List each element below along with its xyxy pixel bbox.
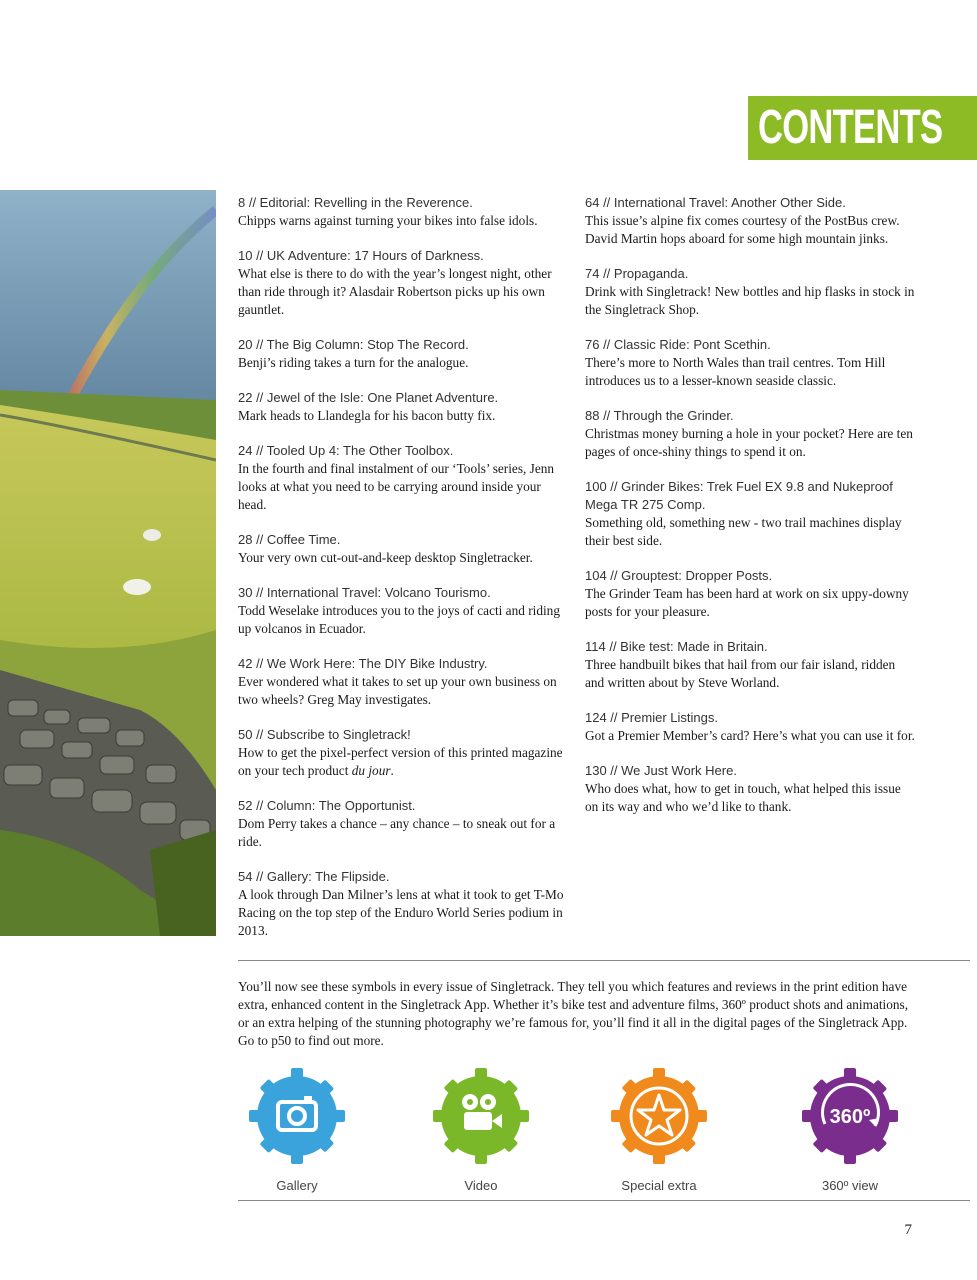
contents-entry[interactable]	[585, 265, 915, 319]
camera-icon	[242, 1066, 352, 1166]
entry-heading: 22 // Jewel of the Isle: One Planet Adventure.	[238, 390, 499, 405]
entry-heading: 50 // Subscribe to Singletrack!	[238, 727, 411, 742]
entry-heading: 124 // Premier Listings.	[585, 710, 718, 725]
contents-entry[interactable]	[238, 194, 568, 230]
contents-entry[interactable]	[585, 478, 915, 550]
contents-entry[interactable]	[238, 726, 568, 780]
symbol-video	[416, 1066, 546, 1193]
symbol-360-view	[785, 1066, 915, 1193]
contents-entry[interactable]	[238, 868, 568, 940]
entry-description: Something old, something new - two trail machines display their best side.	[585, 515, 902, 548]
entry-heading: 8 // Editorial: Revelling in the Reverence.	[238, 195, 473, 210]
entry-description: Christmas money burning a hole in your pocket? Here are ten pages of once-shiny things to spend it on.	[585, 426, 913, 459]
entry-description	[238, 744, 568, 780]
entry-description: Ever wondered what it takes to set up your own business on two wheels? Greg May investigates.	[238, 674, 557, 707]
entry-heading: 114 // Bike test: Made in Britain.	[585, 639, 768, 654]
contents-entry[interactable]	[585, 762, 915, 816]
symbol-label: Video	[464, 1178, 498, 1193]
symbol-gallery	[232, 1066, 362, 1193]
entry-heading: 30 // International Travel: Volcano Tourismo.	[238, 585, 491, 600]
entry-description: Three handbuilt bikes that hail from our fair island, ridden and written about by Steve Worland.	[585, 657, 896, 690]
entry-heading: 88 // Through the Grinder.	[585, 408, 734, 423]
divider-top	[238, 960, 970, 961]
entry-description: Your very own cut-out-and-keep desktop Singletracker.	[238, 550, 533, 565]
symbol-label: Special extra	[621, 1178, 697, 1193]
entry-description: Mark heads to Llandegla for his bacon butty fix.	[238, 408, 496, 423]
contents-entry[interactable]	[238, 655, 568, 709]
contents-banner	[748, 96, 977, 160]
entry-heading: 54 // Gallery: The Flipside.	[238, 869, 390, 884]
contents-entry[interactable]	[238, 797, 568, 851]
landscape-photo	[0, 190, 216, 936]
entry-heading: 24 // Tooled Up 4: The Other Toolbox.	[238, 443, 454, 458]
entry-description: There’s more to North Wales than trail centres. Tom Hill introduces us to a lesser-known seaside classic.	[585, 355, 886, 388]
entry-description: Benji’s riding takes a turn for the analogue.	[238, 355, 469, 370]
entry-description: The Grinder Team has been hard at work on six uppy-downy posts for your pleasure.	[585, 586, 909, 619]
contents-right-column	[585, 194, 915, 833]
contents-entry[interactable]	[238, 584, 568, 638]
symbol-label: Gallery	[276, 1178, 318, 1193]
entry-heading: 28 // Coffee Time.	[238, 532, 341, 547]
entry-heading: 42 // We Work Here: The DIY Bike Industry.	[238, 656, 488, 671]
contents-entry[interactable]	[585, 407, 915, 461]
contents-entry[interactable]	[585, 638, 915, 692]
entry-heading: 74 // Propaganda.	[585, 266, 689, 281]
entry-heading: 100 // Grinder Bikes: Trek Fuel EX 9.8 and Nukeproof Mega TR 275 Comp.	[585, 479, 893, 512]
entry-description: This issue’s alpine fix comes courtesy of the PostBus crew. David Martin hops aboard for some high mountain jinks.	[585, 213, 900, 246]
divider-bottom	[238, 1200, 970, 1201]
contents-title: CONTENTS	[758, 101, 943, 154]
entry-heading: 130 // We Just Work Here.	[585, 763, 737, 778]
entry-description-text: How to get the pixel-perfect version of this printed magazine on your tech product	[238, 745, 563, 778]
page-number: 7	[904, 1222, 912, 1238]
entry-heading: 104 // Grouptest: Dropper Posts.	[585, 568, 773, 583]
entry-heading: 10 // UK Adventure: 17 Hours of Darkness.	[238, 248, 484, 263]
contents-entry[interactable]	[585, 194, 915, 248]
symbol-special-extra	[594, 1066, 724, 1193]
entry-heading: 76 // Classic Ride: Pont Scethin.	[585, 337, 771, 352]
contents-entry[interactable]	[238, 531, 568, 567]
entry-description: A look through Dan Milner’s lens at what it took to get T-Mo Racing on the top step of the Enduro World Series podium in 2013.	[238, 887, 564, 938]
entry-description: In the fourth and final instalment of our ‘Tools’ series, Jenn looks at what you need to be carrying around inside your head.	[238, 461, 555, 512]
contents-entry[interactable]	[238, 336, 568, 372]
symbol-label: 360º view	[821, 1178, 879, 1193]
entry-heading: 64 // International Travel: Another Other Side.	[585, 195, 846, 210]
contents-entry[interactable]	[238, 442, 568, 514]
contents-entry[interactable]	[585, 336, 915, 390]
entry-description: Todd Weselake introduces you to the joys of cacti and riding up volcanos in Ecuador.	[238, 603, 560, 636]
symbols-intro: You’ll now see these symbols in every issue of Singletrack. They tell you which features and reviews in the print edition have extra, enhanced content in the Singletrack App. Whether it’s bike test and adventure films, 360º product shots and animations, or an extra helping of the stunning photography we’re famous for, you’ll find it all in the digital pages of the Singletrack App. Go to p50 to find out more.	[238, 979, 909, 1048]
contents-entry[interactable]	[585, 709, 915, 745]
film-camera-icon	[426, 1066, 536, 1166]
badge-360-text: 360º	[829, 1106, 871, 1128]
entry-heading: 52 // Column: The Opportunist.	[238, 798, 416, 813]
entry-description-end: .	[390, 763, 394, 778]
contents-left-column	[238, 194, 568, 957]
rotate-360-icon	[795, 1066, 905, 1166]
contents-entry[interactable]	[585, 567, 915, 621]
entry-description: Dom Perry takes a chance – any chance – to sneak out for a ride.	[238, 816, 556, 849]
contents-entry[interactable]	[238, 389, 568, 425]
entry-description: Got a Premier Member’s card? Here’s what you can use it for.	[585, 728, 915, 743]
entry-description: Who does what, how to get in touch, what helped this issue on its way and who we’d like to thank.	[585, 781, 901, 814]
entry-description: Chipps warns against turning your bikes into false idols.	[238, 213, 538, 228]
entry-description: Drink with Singletrack! New bottles and hip flasks in stock in the Singletrack Shop.	[585, 284, 915, 317]
entry-description-emphasis: du jour	[351, 763, 391, 778]
star-icon	[604, 1066, 714, 1166]
contents-entry[interactable]	[238, 247, 568, 319]
entry-heading: 20 // The Big Column: Stop The Record.	[238, 337, 469, 352]
entry-description: What else is there to do with the year’s longest night, other than ride through it? Alasdair Robertson picks up his own gauntlet.	[238, 266, 552, 317]
